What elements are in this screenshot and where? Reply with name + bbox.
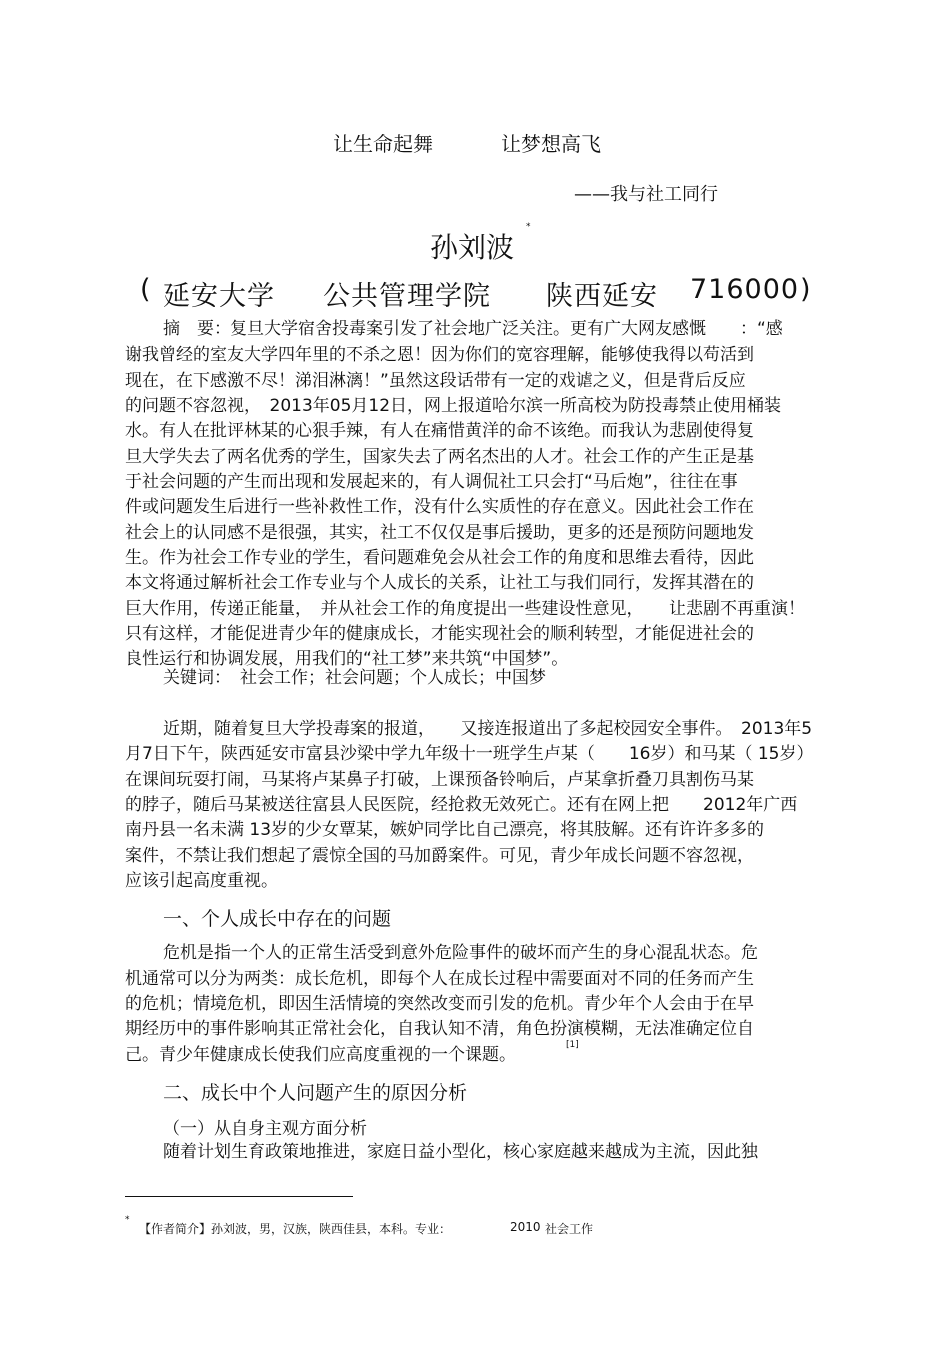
- section1-line: 危机是指一个人的正常生活受到意外危险事件的破坏而产生的身心混乱状态。危: [163, 943, 758, 963]
- abstract-line: 生。作为社会工作专业的学生，看问题难免会从社会工作的角度和思维去看待，因此: [125, 548, 754, 568]
- section1-citation: [1]: [566, 1040, 579, 1050]
- footnote-label: 【作者简介】: [139, 1222, 212, 1236]
- abstract-line: 件或问题发生后进行一些补救性工作，没有什么实质性的存在意义。因此社会工作在: [125, 497, 754, 517]
- affiliation-university: 延安大学: [163, 281, 275, 312]
- abstract-line: 本文将通过解析社会工作专业与个人成长的关系，让社工与我们同行，发挥其潜在的: [125, 573, 754, 593]
- abstract-label: 摘 要：: [163, 319, 231, 339]
- intro-line: 南丹县一名未满 13岁的少女覃某，嫉妒同学比自己漂亮，将其肢解。还有许许多多的: [125, 820, 765, 840]
- author-name: 孙刘波: [430, 231, 515, 264]
- abstract-line: 的问题不容忽视， 2013年05月12日，网上报道哈尔滨一所高校为防投毒禁止使用桶装: [125, 396, 782, 416]
- affiliation-open-paren: (: [140, 274, 152, 305]
- intro-line: 在课间玩耍打闹，马某将卢某鼻子打破，上课预备铃响后，卢某拿折叠刀具割伤马某: [125, 770, 754, 790]
- section2-line: 随着计划生育政策地推进，家庭日益小型化，核心家庭越来越成为主流，因此独: [163, 1142, 758, 1162]
- intro-line: 月7日下午，陕西延安市富县沙梁中学九年级十一班学生卢某（ 16岁）和马某（ 15岁）: [125, 744, 814, 764]
- abstract-line: 只有这样，才能促进青少年的健康成长，才能实现社会的顺利转型，才能促进社会的: [125, 624, 754, 644]
- title-right: 让梦想高飞: [501, 132, 601, 156]
- abstract-line: 社会上的认同感不是很强，其实，社工不仅仅是事后援助，更多的还是预防问题地发: [125, 523, 754, 543]
- section2-heading: 二、成长中个人问题产生的原因分析: [163, 1082, 468, 1104]
- intro-line: 的脖子，随后马某被送往富县人民医院，经抢救无效死亡。还有在网上把 2012年广西: [125, 795, 798, 815]
- abstract-line: 良性运行和协调发展，用我们的“社工梦”来共筑“中国梦”。: [125, 649, 569, 669]
- footnote-major: 社会工作: [545, 1222, 594, 1236]
- affiliation-close-paren: ): [800, 274, 812, 305]
- abstract-line: 旦大学失去了两名优秀的学生，国家失去了两名杰出的人才。社会工作的产生正是基: [125, 447, 754, 467]
- intro-line: 近期，随着复旦大学投毒案的报道， 又接连报道出了多起校园安全事件。 2013年5: [163, 719, 813, 739]
- keywords-text: 社会工作；社会问题；个人成长；中国梦: [240, 668, 546, 688]
- affiliation-zip: 716000: [690, 274, 800, 305]
- section2-subheading: （一）从自身主观方面分析: [163, 1119, 367, 1139]
- intro-line: 应该引起高度重视。: [125, 871, 278, 891]
- footnote-rule: [125, 1196, 353, 1197]
- section1-line: 机通常可以分为两类：成长危机，即每个人在成长过程中需要面对不同的任务而产生: [125, 969, 754, 989]
- author-footnote-mark: *: [526, 222, 531, 232]
- section1-line: 的危机；情境危机，即因生活情境的突然改变而引发的危机。青少年个人会由于在早: [125, 994, 754, 1014]
- section1-line: 己。青少年健康成长使我们应高度重视的一个课题。: [125, 1045, 516, 1065]
- affiliation-place: 陕西延安: [546, 281, 658, 312]
- abstract-line: 现在，在下感激不尽！涕泪淋漓！”虽然这段话带有一定的戏谑之义，但是背后反应: [125, 371, 746, 391]
- footnote-text: 孙刘波，男，汉族，陕西佳县，本科。专业：: [211, 1222, 452, 1236]
- abstract-line: 于社会问题的产生而出现和发展起来的，有人调侃社工只会打“马后炮”，往往在事: [125, 472, 738, 492]
- abstract-line: 巨大作用，传递正能量， 并从社会工作的角度提出一些建设性意见， 让悲剧不再重演！: [125, 599, 805, 619]
- abstract-line: 复旦大学宿舍投毒案引发了社会地广泛关注。更有广大网友感慨 ：“感: [230, 319, 783, 339]
- footnote-major-year: 2010: [510, 1220, 541, 1234]
- section1-heading: 一、个人成长中存在的问题: [163, 908, 392, 930]
- footnote-mark: *: [125, 1215, 130, 1225]
- section1-line: 期经历中的事件影响其正常社会化，自我认知不清，角色扮演模糊，无法准确定位自: [125, 1019, 754, 1039]
- affiliation-school: 公共管理学院: [323, 281, 491, 312]
- keywords-label: 关键词：: [163, 668, 231, 688]
- title-left: 让生命起舞: [333, 132, 433, 156]
- subtitle: ——我与社工同行: [574, 184, 718, 205]
- abstract-line: 谢我曾经的室友大学四年里的不杀之恩！因为你们的宽容理解，能够使我得以苟活到: [125, 345, 754, 365]
- intro-line: 案件，不禁让我们想起了震惊全国的马加爵案件。可见，青少年成长问题不容忽视，: [125, 846, 754, 866]
- abstract-line: 水。有人在批评林某的心狠手辣，有人在痛惜黄洋的命不该绝。而我认为悲剧使得复: [125, 421, 754, 441]
